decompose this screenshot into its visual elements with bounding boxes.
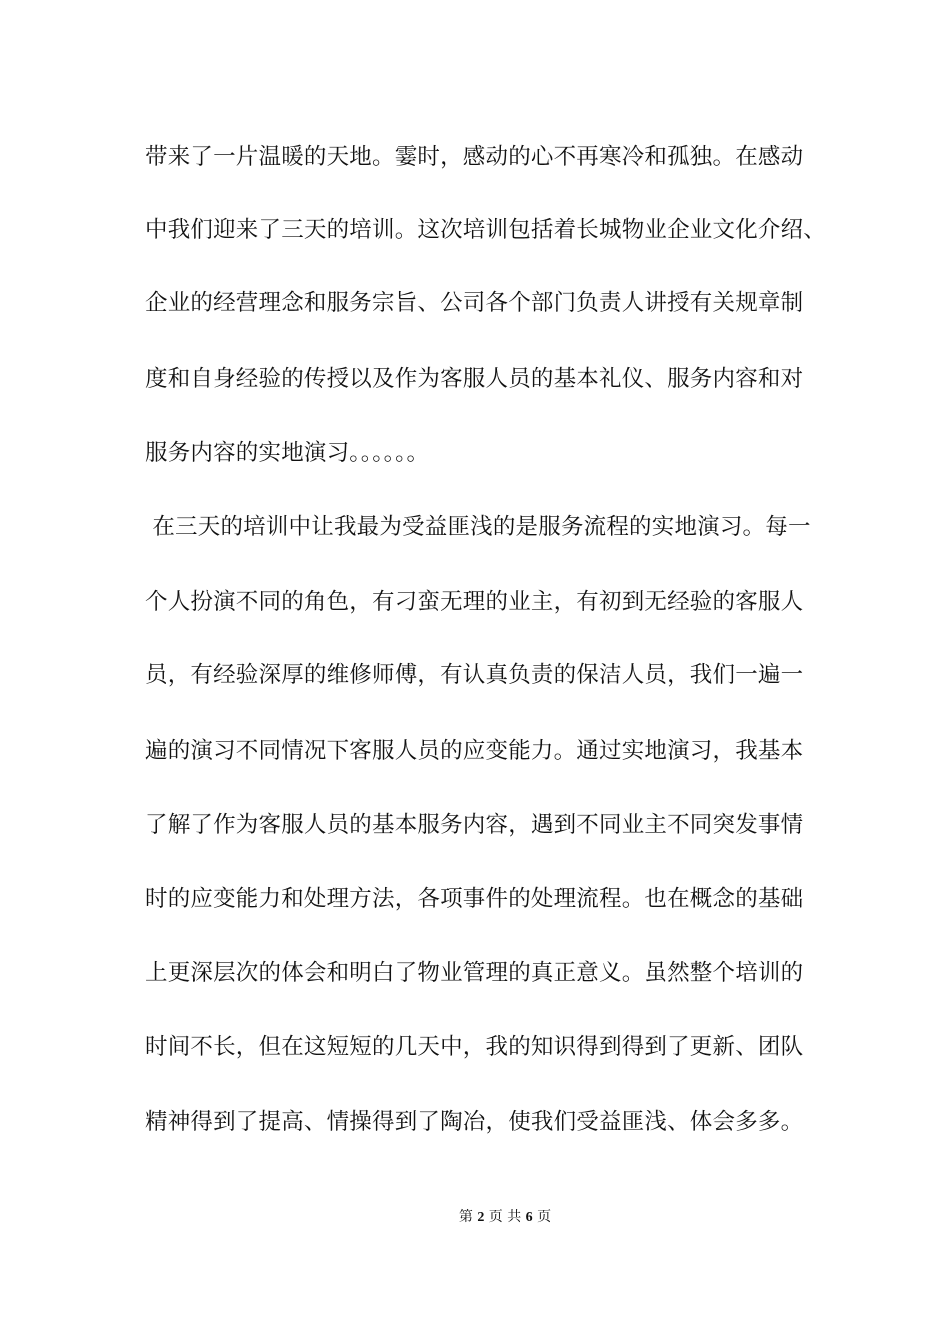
body-line: 上更深层次的体会和明白了物业管理的真正意义。虽然整个培训的 <box>145 960 804 986</box>
total-pages-number: 6 <box>525 1210 533 1225</box>
body-line: 遍的演习不同情况下客服人员的应变能力。通过实地演习，我基本 <box>145 738 804 764</box>
body-line: 度和自身经验的传授以及作为客服人员的基本礼仪、服务内容和对 <box>145 366 804 392</box>
footer-prefix: 第 <box>458 1209 473 1225</box>
body-line: 了解了作为客服人员的基本服务内容，遇到不同业主不同突发事情 <box>145 812 804 838</box>
body-line: 时的应变能力和处理方法，各项事件的处理流程。也在概念的基础 <box>145 886 804 912</box>
footer-middle: 页 共 <box>488 1209 522 1225</box>
footer-suffix: 页 <box>537 1209 552 1225</box>
body-line: 时间不长，但在这短短的几天中，我的知识得到得到了更新、团队 <box>145 1034 804 1060</box>
body-line: 个人扮演不同的角色，有刁蛮无理的业主，有初到无经验的客服人 <box>145 589 804 615</box>
body-line: 中我们迎来了三天的培训。这次培训包括着长城物业企业文化介绍、 <box>145 217 827 243</box>
current-page-number: 2 <box>477 1210 485 1225</box>
body-line: 服务内容的实地演习。。。。。。 <box>145 440 430 466</box>
body-line: 企业的经营理念和服务宗旨、公司各个部门负责人讲授有关规章制 <box>145 290 804 316</box>
page-footer <box>0 1207 950 1228</box>
body-line: 在三天的培训中让我最为受益匪浅的是服务流程的实地演习。每一 <box>145 514 811 540</box>
body-line: 带来了一片温暖的天地。霎时，感动的心不再寒冷和孤独。在感动 <box>145 144 804 170</box>
body-line: 员，有经验深厚的维修师傅，有认真负责的保洁人员，我们一遍一 <box>145 662 804 688</box>
body-line: 精神得到了提高、情操得到了陶冶，使我们受益匪浅、体会多多。 <box>145 1109 804 1135</box>
